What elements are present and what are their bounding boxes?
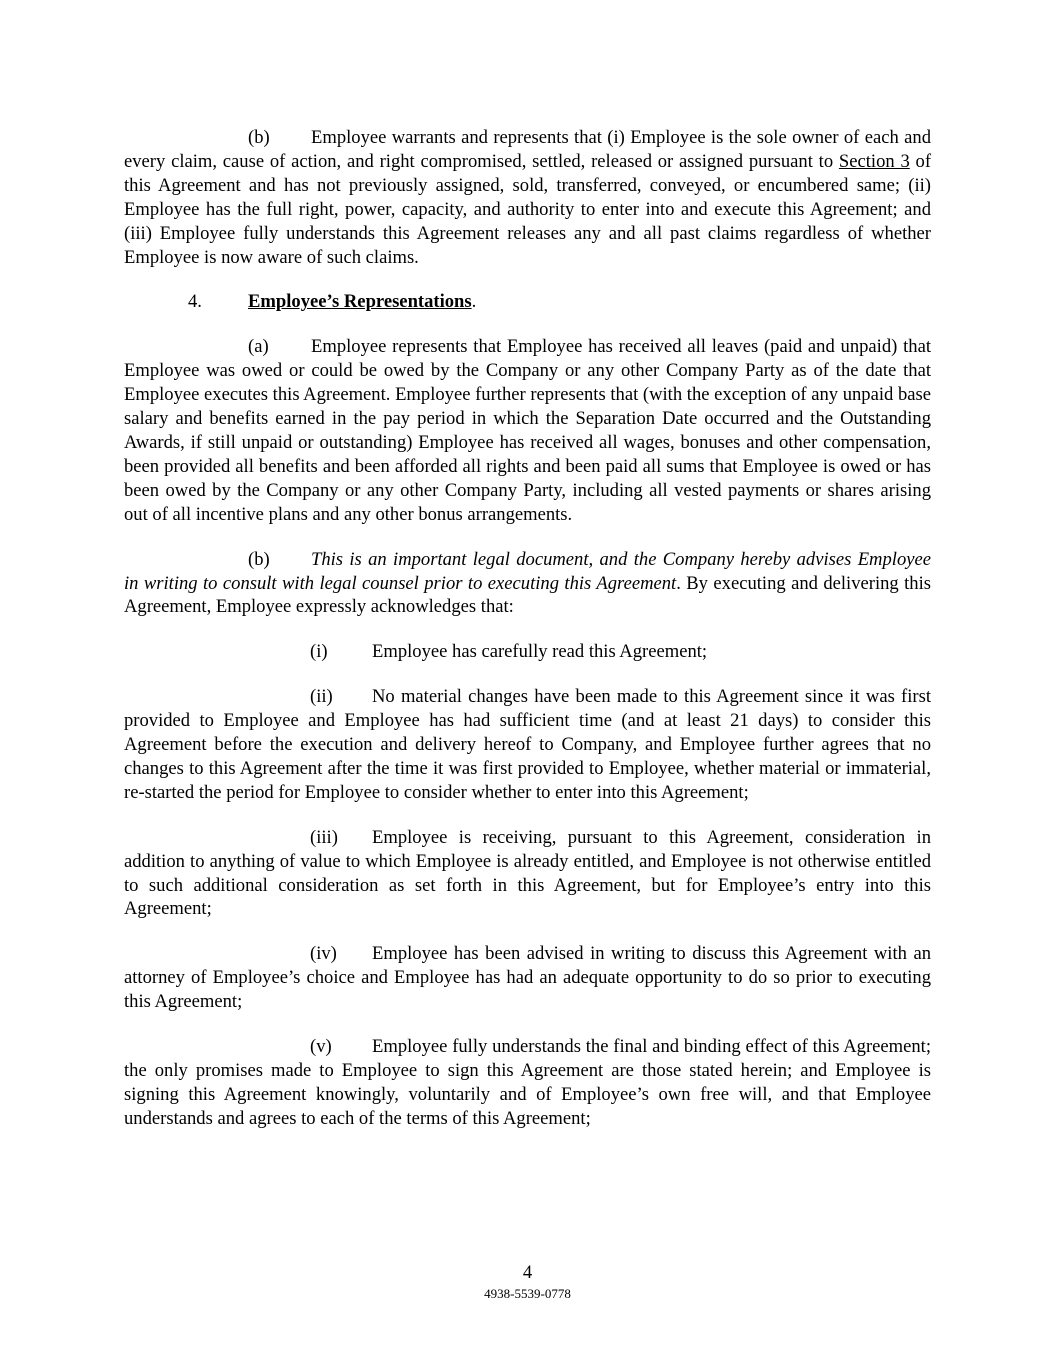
italic-advisory: This is an important legal document, and the Company hereby advises Employee in writing to consult with legal counsel prior to executing this Agreement [124,548,931,594]
list-item-i [124,640,931,664]
section-reference: Section 3 [838,150,910,172]
paragraph-3b [124,126,931,269]
list-item-text: No material changes have been made to this Agreement since it was first provided to Employee and Employee has had sufficient time (and at least 21 days) to consider this Agreement before the execution and delivery hereof to Company, and Employee further agrees that no changes to this Agreement after the time it was first provided to Employee, whether material or immaterial, re-started the period for Employee to consider whether to enter into this Agreement; [124,686,931,803]
paragraph-4a [124,335,931,526]
paragraph-4b [124,548,931,620]
list-item-label: (iii) [310,826,338,848]
list-item-text: Employee has been advised in writing to discuss this Agreement with an attorney of Employee’s choice and Employee has had an adequate opportunity to do so prior to executing this Agreement; [124,943,931,1013]
list-item-label: (v) [310,1036,332,1058]
paragraph-text: of this Agreement and has not previously assigned, sold, transferred, conveyed, or encumbered same; (ii) Employee has the full right, power, capacity, and authority to enter into and execute this Agreement; and (iii) Employee fully understands this Agreement releases any and all past claims regardless of whether Employee is now aware of such claims. [124,150,932,268]
section-title-period: . [471,291,477,313]
list-item-text: Employee fully understands the final and binding effect of this Agreement; the only promises made to Employee to sign this Agreement are those stated herein; and Employee is signing this Agreement knowingly, voluntarily and of Employee’s own free will, and that Employee understands and agrees to each of the terms of this Agreement; [124,1036,931,1129]
paragraph-text: . By executing and delivering this Agreement, Employee expressly acknowledges that: [124,572,931,618]
document-id: 4938-5539-0778 [484,1286,571,1301]
paragraph-text: Employee represents that Employee has received all leaves (paid and unpaid) that Employee was owed or could be owed by the Company or any other Company Party as of the date that Employee executes this Agreement. Employee further represents that (with the exception of any unpaid base salary and benefits earned in the pay period in which the Separation Date occurred and the Outstanding Awards, if still unpaid or outstanding) Employee has received all wages, bonuses and other compensation, been provided all benefits and been afforded all rights and been paid all sums that Employee is owed or has been owed by the Company or any other Company Party, including all vested payments or shares arising out of all incentive plans and any other bonus arrangements. [124,336,932,525]
list-item-v [124,1035,931,1131]
paragraph-label: (b) [248,127,270,148]
list-item-iv [124,942,931,1014]
list-item-label: (ii) [310,686,333,708]
list-item-text: Employee is receiving, pursuant to this Agreement, consideration in addition to anything of value to which Employee is already entitled, and Employee is not otherwise entitled to such additional consideration as set forth in this Agreement, but for Employee’s entry into this Agreement; [124,826,931,920]
list-item-label: (iv) [310,943,337,965]
section-number: 4. [188,291,202,313]
list-item-iii [124,826,931,922]
paragraph-text: Employee warrants and represents that (i) Employee is the sole owner of each and every claim, cause of action, and right compromised, settled, released or assigned pursuant to [124,127,931,172]
list-item-label: (i) [310,641,328,663]
section-title: Employee’s Representations [248,291,472,313]
section-4-heading [124,290,931,314]
document-page [124,126,931,1131]
paragraph-label: (b) [248,548,270,570]
paragraph-label: (a) [248,336,269,358]
page-number: 4 [522,1262,533,1283]
list-item-ii [124,685,931,805]
list-item-text: Employee has carefully read this Agreement; [372,641,708,663]
